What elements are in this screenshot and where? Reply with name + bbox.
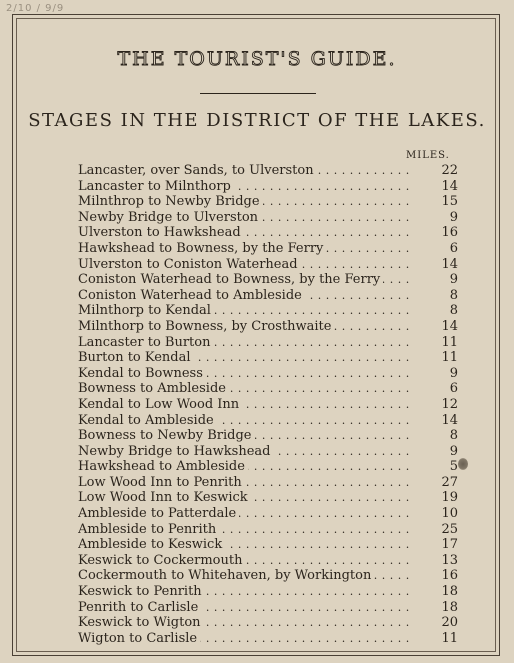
stage-miles-value: 6 [449,240,458,256]
stage-miles-value: 19 [441,490,458,506]
stage-miles-value: 16 [441,568,458,584]
stage-route-label: Wigton to Carlisle [78,631,200,646]
stage-route-label: Keswick to Cockermouth [78,553,245,568]
stage-route-cell [78,553,410,569]
stages-table [78,163,458,646]
stage-miles-value: 8 [449,303,458,319]
stage-route-cell [78,241,410,257]
stage-route-cell [78,600,410,616]
stage-route-label: Kendal to Bowness [78,366,206,381]
page-subtitle: STAGES IN THE DISTRICT OF THE LAKES. [28,110,486,131]
stage-miles-value: 13 [441,552,458,568]
stage-route-label: Cockermouth to Whitehaven, by Workington [78,568,374,583]
pencil-annotation: 2/10 / 9/9 [6,3,65,14]
table-row [78,194,458,210]
stage-route-label: Hawkshead to Bowness, by the Ferry [78,241,326,256]
table-row [78,335,458,351]
stage-route-label: Lancaster to Milnthorp [78,179,234,194]
stage-route-cell [78,272,410,288]
stage-route-label: Ambleside to Keswick [78,537,225,552]
stage-route-label: Milnthorp to Bowness, by Crosthwaite [78,319,334,334]
table-row [78,475,458,491]
table-row [78,397,458,413]
page-title: THE TOURIST'S GUIDE. [117,48,397,70]
table-row [78,257,458,273]
table-row [78,366,458,382]
stage-route-label: Coniston Waterhead to Ambleside [78,288,305,303]
stage-miles-value: 14 [441,318,458,334]
stage-route-cell [78,490,410,506]
table-row [78,272,458,288]
table-row [78,568,458,584]
stage-route-cell [78,413,410,429]
stage-miles-value: 11 [441,334,458,350]
stage-route-label: Hawkshead to Ambleside [78,459,248,474]
table-row [78,179,458,195]
stage-miles-value: 17 [441,537,458,553]
stage-miles-value: 10 [441,506,458,522]
table-row [78,241,458,257]
table-row [78,444,458,460]
ink-spot [458,458,468,470]
table-row [78,506,458,522]
stage-route-cell [78,397,410,413]
stage-route-cell [78,225,410,241]
stage-route-cell [78,257,410,273]
stage-route-cell [78,428,410,444]
stage-miles-value: 6 [449,381,458,397]
stage-route-cell [78,537,410,553]
stage-miles-value: 18 [441,599,458,615]
stage-route-cell [78,522,410,538]
stage-route-cell [78,444,410,460]
stage-miles-value: 14 [441,412,458,428]
stage-route-cell [78,381,410,397]
stage-miles-value: 9 [449,365,458,381]
table-row [78,319,458,335]
stage-route-cell [78,475,410,491]
stage-route-label: Newby Bridge to Ulverston [78,210,261,225]
stage-route-label: Coniston Waterhead to Bowness, by the Ferry [78,272,383,287]
stage-miles-value: 8 [449,428,458,444]
stage-miles-value: 9 [449,443,458,459]
stage-route-label: Burton to Kendal [78,350,194,365]
stage-route-cell [78,568,410,584]
miles-column-header: MILES. [406,150,450,161]
stage-miles-value: 25 [441,521,458,537]
stage-route-cell [78,319,410,335]
stage-miles-value: 12 [441,396,458,412]
table-row [78,584,458,600]
title-divider [200,93,316,94]
stage-route-label: Lancaster, over Sands, to Ulverston [78,163,317,178]
stage-route-label: Keswick to Penrith [78,584,205,599]
stage-route-cell [78,288,410,304]
stage-miles-value: 11 [441,630,458,646]
stage-route-label: Ambleside to Patterdale [78,506,239,521]
stage-route-label: Low Wood Inn to Keswick [78,490,251,505]
stage-route-cell [78,506,410,522]
stage-miles-value: 14 [441,256,458,272]
table-row [78,210,458,226]
stage-miles-value: 27 [441,474,458,490]
table-row [78,600,458,616]
table-row [78,631,458,647]
stage-route-label: Milnthrop to Newby Bridge [78,194,263,209]
stage-route-label: Lancaster to Burton [78,335,213,350]
table-row [78,303,458,319]
stage-miles-value: 11 [441,350,458,366]
table-row [78,553,458,569]
stage-miles-value: 22 [441,163,458,178]
stage-route-label: Kendal to Low Wood Inn [78,397,242,412]
stage-route-cell [78,210,410,226]
stage-route-cell [78,615,410,631]
stage-route-label: Ambleside to Penrith [78,522,219,537]
stage-route-cell [78,366,410,382]
stage-miles-value: 18 [441,584,458,600]
stage-route-cell [78,335,410,351]
stage-miles-value: 15 [441,194,458,210]
stage-route-label: Low Wood Inn to Penrith [78,475,245,490]
stage-route-cell [78,350,410,366]
table-row [78,225,458,241]
table-row [78,350,458,366]
stage-route-cell [78,194,410,210]
stage-route-cell [78,163,410,179]
stage-route-label: Ulverston to Coniston Waterhead [78,257,301,272]
stage-route-label: Bowness to Ambleside [78,381,229,396]
table-row [78,381,458,397]
table-row [78,537,458,553]
stage-route-label: Milnthorp to Kendal [78,303,214,318]
table-row [78,413,458,429]
table-row [78,428,458,444]
stage-route-cell [78,303,410,319]
table-row [78,522,458,538]
table-row [78,288,458,304]
stage-route-label: Keswick to Wigton [78,615,204,630]
stage-miles-value: 5 [449,459,458,475]
stage-route-label: Bowness to Newby Bridge [78,428,255,443]
stage-route-label: Ulverston to Hawkshead [78,225,244,240]
stage-miles-value: 9 [449,272,458,288]
stage-route-cell [78,179,410,195]
stage-miles-value: 8 [449,287,458,303]
stage-route-cell [78,459,410,475]
stage-route-cell [78,584,410,600]
stage-route-label: Kendal to Ambleside [78,413,217,428]
stage-route-label: Penrith to Carlisle [78,600,201,615]
table-row [78,163,458,179]
table-row [78,615,458,631]
stage-route-cell [78,631,410,647]
stage-route-label: Newby Bridge to Hawkshead [78,444,273,459]
stage-miles-value: 9 [449,209,458,225]
stage-miles-value: 14 [441,178,458,194]
stage-miles-value: 16 [441,225,458,241]
stage-miles-value: 20 [441,615,458,631]
table-row [78,459,458,475]
table-row [78,490,458,506]
